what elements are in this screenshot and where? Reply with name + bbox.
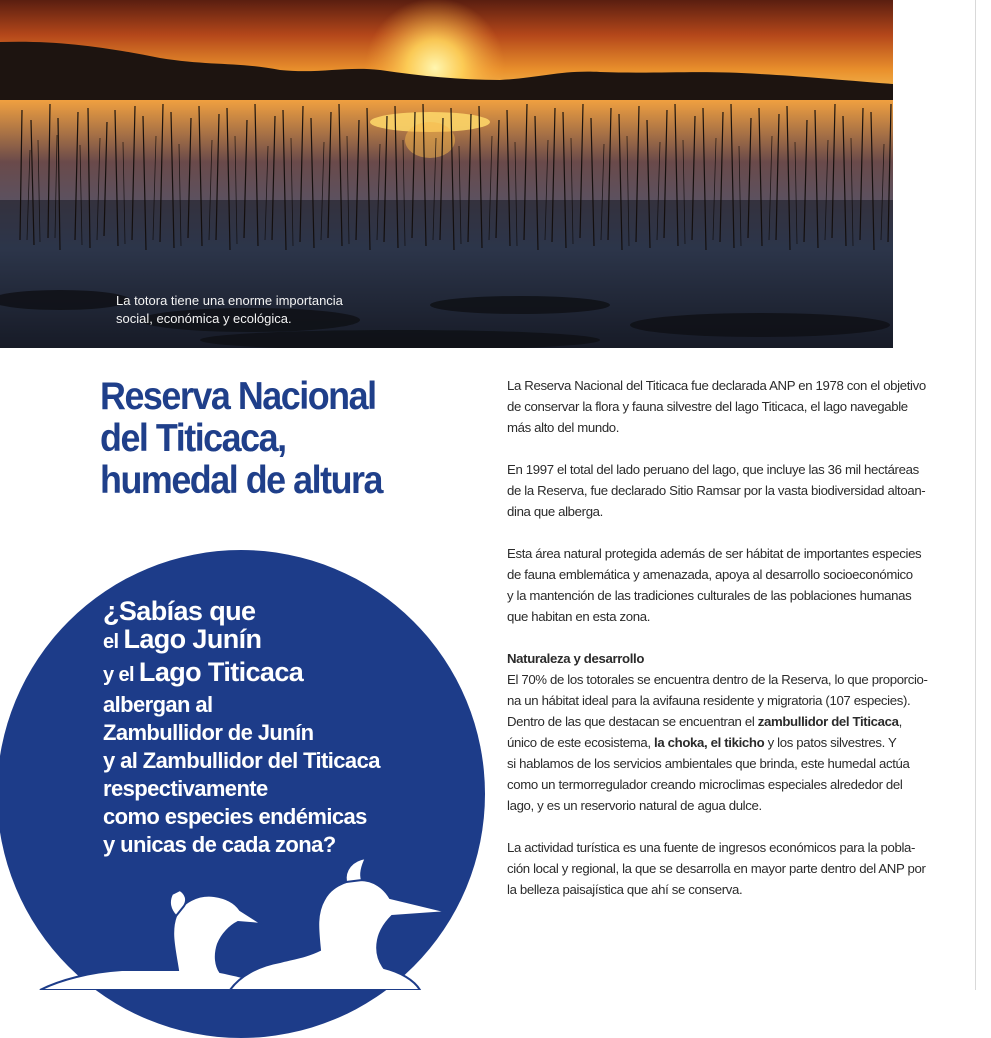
text-run: único de este ecosistema, bbox=[507, 735, 655, 750]
paragraph bbox=[507, 543, 922, 627]
caption-line: social, económica y ecológica. bbox=[116, 311, 292, 326]
title-line: del Titicaca, bbox=[100, 417, 286, 460]
text-line: de fauna emblemática y amenazada, apoya al desarrollo socioeconómico bbox=[507, 567, 913, 582]
grebe-silhouettes bbox=[0, 830, 460, 990]
title-line: humedal de altura bbox=[100, 459, 383, 502]
callout-line: como especies endémicas bbox=[103, 804, 367, 829]
grebe-icon bbox=[40, 896, 268, 990]
text-line: La Reserva Nacional del Titicaca fue declarada ANP en 1978 con el objetivo bbox=[507, 378, 926, 393]
text-line: La actividad turística es una fuente de ingresos económicos para la pobla- bbox=[507, 840, 916, 855]
text-line: como un termorregulador creando microclimas especiales alrededor del bbox=[507, 777, 903, 792]
text-run: , bbox=[898, 714, 902, 729]
text-line: la belleza paisajística que ahí se conserva. bbox=[507, 882, 743, 897]
photo-caption bbox=[116, 292, 343, 328]
callout-line: y al Zambullidor del Titicaca bbox=[103, 748, 380, 773]
text-line bbox=[507, 711, 902, 732]
bold-species: zambullidor del Titicaca bbox=[757, 714, 899, 729]
text-line: de conservar la flora y fauna silvestre del lago Titicaca, el lago navegable bbox=[507, 399, 908, 414]
bold-species: la choka, el tikicho bbox=[654, 735, 765, 750]
title-line: Reserva Nacional bbox=[100, 375, 376, 418]
hero-photo bbox=[0, 0, 893, 348]
callout-line bbox=[103, 658, 380, 691]
paragraph bbox=[507, 375, 926, 438]
page-gutter-line bbox=[975, 0, 976, 990]
text-line: dina que alberga. bbox=[507, 504, 603, 519]
callout-line: albergan al bbox=[103, 692, 213, 717]
callout-question bbox=[103, 597, 380, 859]
text-line: y la mantención de las tradiciones culturales de las poblaciones humanas bbox=[507, 588, 912, 603]
callout-line: y unicas de cada zona? bbox=[103, 832, 336, 857]
body-text bbox=[507, 375, 928, 921]
section-heading: Naturaleza y desarrollo bbox=[507, 651, 645, 666]
lake-name: Lago Titicaca bbox=[138, 657, 304, 687]
callout-text: y el bbox=[103, 664, 139, 686]
text-line: que habitan en esta zona. bbox=[507, 609, 651, 624]
callout-line bbox=[103, 625, 380, 658]
text-line: En 1997 el total del lado peruano del lago, que incluye las 36 mil hectáreas bbox=[507, 462, 919, 477]
callout-line: respectivamente bbox=[103, 776, 268, 801]
text-line: na un hábitat ideal para la avifauna residente y migratoria (107 especies). bbox=[507, 693, 911, 708]
callout-text: el bbox=[103, 631, 124, 653]
text-run: y los patos silvestres. Y bbox=[764, 735, 897, 750]
text-line: El 70% de los totorales se encuentra dentro de la Reserva, lo que proporcio- bbox=[507, 672, 928, 687]
lake-name: Lago Junín bbox=[123, 624, 262, 654]
paragraph bbox=[507, 459, 926, 522]
text-line: lago, y es un reservorio natural de agua dulce. bbox=[507, 798, 762, 813]
caption-line: La totora tiene una enorme importancia bbox=[116, 293, 343, 308]
grebe-icon bbox=[346, 858, 366, 882]
callout-line: Zambullidor de Junín bbox=[103, 720, 314, 745]
text-line: de la Reserva, fue declarado Sitio Ramsar por la vasta biodiversidad altoan- bbox=[507, 483, 926, 498]
grebe-icon bbox=[230, 880, 448, 990]
paragraph bbox=[507, 648, 928, 816]
text-line: más alto del mundo. bbox=[507, 420, 620, 435]
callout-line: ¿Sabías que bbox=[103, 596, 256, 626]
text-line: ción local y regional, la que se desarrolla en mayor parte dentro del ANP por bbox=[507, 861, 926, 876]
paragraph bbox=[507, 837, 926, 900]
text-line: si hablamos de los servicios ambientales que brinda, este humedal actúa bbox=[507, 756, 910, 771]
text-line: Esta área natural protegida además de ser hábitat de importantes especies bbox=[507, 546, 922, 561]
text-run: Dentro de las que destacan se encuentran el bbox=[507, 714, 758, 729]
text-line bbox=[507, 732, 897, 753]
page-title bbox=[100, 376, 382, 502]
